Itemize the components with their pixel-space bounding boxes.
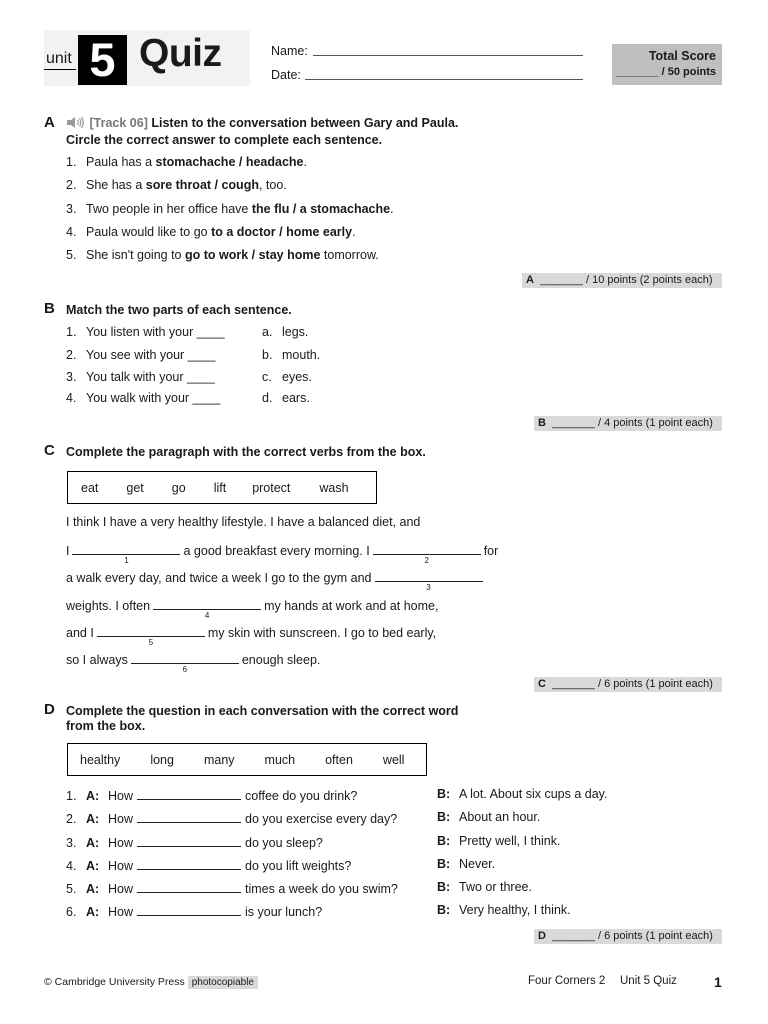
answer-blank[interactable]: [137, 834, 241, 847]
quiz-label: Unit 5 Quiz: [620, 975, 677, 987]
answer-blank[interactable]: [137, 857, 241, 870]
paragraph-line: I 1 a good breakfast every morning. I 2 for: [66, 544, 499, 565]
paragraph-line: I think I have a very healthy lifestyle. I have a balanced diet, and: [66, 515, 421, 529]
match-left-item: 1. You listen with your ____: [66, 325, 225, 339]
total-score-box: [612, 44, 722, 85]
word-chip: healthy: [80, 752, 121, 767]
conversation-b: B: Pretty well, I think.: [437, 834, 561, 848]
word-chip: much: [264, 752, 296, 767]
conversation-a: 4. A: How do you lift weights?: [66, 859, 352, 873]
answer-blank[interactable]: 6: [131, 651, 239, 664]
word-chip: eat: [81, 480, 99, 495]
conversation-a: 1. A: How coffee do you drink?: [66, 789, 358, 803]
instruction-line-2: Circle the correct answer to complete each sentence.: [66, 133, 383, 147]
answer-blank[interactable]: [137, 810, 241, 823]
date-label: Date:: [271, 68, 301, 82]
answer-blank[interactable]: [137, 787, 241, 800]
unit-underline: [44, 69, 76, 70]
answer-choice[interactable]: go to work / stay home: [184, 248, 321, 262]
word-chip: protect: [252, 480, 291, 495]
section-d-instruction: Complete the question in each conversation with the correct word from the box.: [66, 704, 459, 733]
page-number: 1: [714, 974, 722, 990]
word-chip: go: [171, 480, 186, 495]
section-d-score: D _______ / 6 points (1 point each): [534, 929, 722, 944]
match-right-item: b. mouth.: [262, 348, 321, 362]
date-field[interactable]: [305, 79, 583, 80]
paragraph-line: so I always 6 enough sleep.: [66, 653, 321, 674]
word-chip: wash: [319, 480, 349, 495]
section-a-letter: A: [44, 114, 55, 131]
list-item: 2. She has a sore throat / cough, too.: [66, 178, 287, 192]
list-item: 1. Paula has a stomachache / headache.: [66, 155, 307, 169]
quiz-title: Quiz: [139, 32, 222, 75]
answer-blank[interactable]: 2: [373, 542, 481, 555]
speaker-icon[interactable]: [66, 116, 86, 133]
answer-blank[interactable]: 3: [375, 569, 483, 582]
conversation-b: B: Never.: [437, 857, 496, 871]
list-item: 3. Two people in her office have the flu / a stomachache.: [66, 202, 394, 216]
match-left-item: 4. You walk with your ____: [66, 391, 221, 405]
list-item: 5. She isn't going to go to work / stay home tomorrow.: [66, 248, 379, 262]
answer-blank[interactable]: 4: [153, 597, 261, 610]
conversation-a: 2. A: How do you exercise every day?: [66, 812, 398, 826]
word-chip: well: [382, 752, 405, 767]
total-score-line: _______ / 50 points: [615, 66, 716, 78]
word-chip: get: [126, 480, 144, 495]
answer-blank[interactable]: [137, 880, 241, 893]
word-chip: lift: [213, 480, 227, 495]
section-b-instruction: Match the two parts of each sentence.: [66, 303, 292, 317]
conversation-b: B: Very healthy, I think.: [437, 903, 571, 917]
section-a-instruction: [66, 116, 706, 148]
unit-number: 5: [78, 35, 127, 85]
name-label: Name:: [271, 44, 308, 58]
answer-blank[interactable]: 5: [97, 624, 205, 637]
section-c-instruction: Complete the paragraph with the correct verbs from the box.: [66, 445, 426, 459]
paragraph-line: and I 5 my skin with sunscreen. I go to bed early,: [66, 626, 437, 647]
section-c-score: C _______ / 6 points (1 point each): [534, 677, 722, 692]
answer-blank[interactable]: 1: [72, 542, 180, 555]
word-chip: often: [325, 752, 353, 767]
conversation-b: B: About an hour.: [437, 810, 541, 824]
conversation-b: B: Two or three.: [437, 880, 532, 894]
section-b-letter: B: [44, 300, 55, 317]
section-a-score: A _______ / 10 points (2 points each): [522, 273, 722, 288]
match-right-item: a. legs.: [262, 325, 309, 339]
match-left-item: 3. You talk with your ____: [66, 370, 215, 384]
total-score-title: Total Score: [648, 49, 716, 63]
instruction-line-1: Listen to the conversation between Gary and Paula.: [151, 116, 459, 130]
match-left-item: 2. You see with your ____: [66, 348, 216, 362]
answer-choice[interactable]: sore throat / cough: [145, 178, 259, 192]
match-right-item: c. eyes.: [262, 370, 312, 384]
unit-label: unit: [46, 50, 72, 67]
answer-choice[interactable]: stomachache / headache: [155, 155, 304, 169]
name-field[interactable]: [313, 55, 583, 56]
track-number: [Track 06]: [89, 116, 148, 130]
conversation-a: 3. A: How do you sleep?: [66, 836, 323, 850]
copyright-line: [44, 976, 258, 988]
answer-blank[interactable]: [137, 903, 241, 916]
book-title: Four Corners 2: [528, 975, 606, 987]
paragraph-line: weights. I often 4 my hands at work and at home,: [66, 599, 439, 620]
copyright-text: © Cambridge University Press: [44, 976, 185, 988]
conversation-a: 5. A: How times a week do you swim?: [66, 882, 398, 896]
section-d-letter: D: [44, 701, 55, 718]
section-b-score: B _______ / 4 points (1 point each): [534, 416, 722, 431]
conversation-a: 6. A: How is your lunch?: [66, 905, 323, 919]
conversation-b: B: A lot. About six cups a day.: [437, 787, 608, 801]
answer-choice[interactable]: to a doctor / home early: [211, 225, 353, 239]
section-c-letter: C: [44, 442, 55, 459]
word-chip: long: [150, 752, 174, 767]
list-item: 4. Paula would like to go to a doctor / home early.: [66, 225, 356, 239]
photocopiable-badge: photocopiable: [188, 976, 258, 989]
paragraph-line: a walk every day, and twice a week I go to the gym and 3: [66, 569, 486, 585]
answer-choice[interactable]: the flu / a stomachache: [251, 202, 391, 216]
word-box: [67, 743, 427, 776]
match-right-item: d. ears.: [262, 391, 310, 405]
word-chip: many: [203, 752, 235, 767]
verb-word-box: [67, 471, 377, 504]
